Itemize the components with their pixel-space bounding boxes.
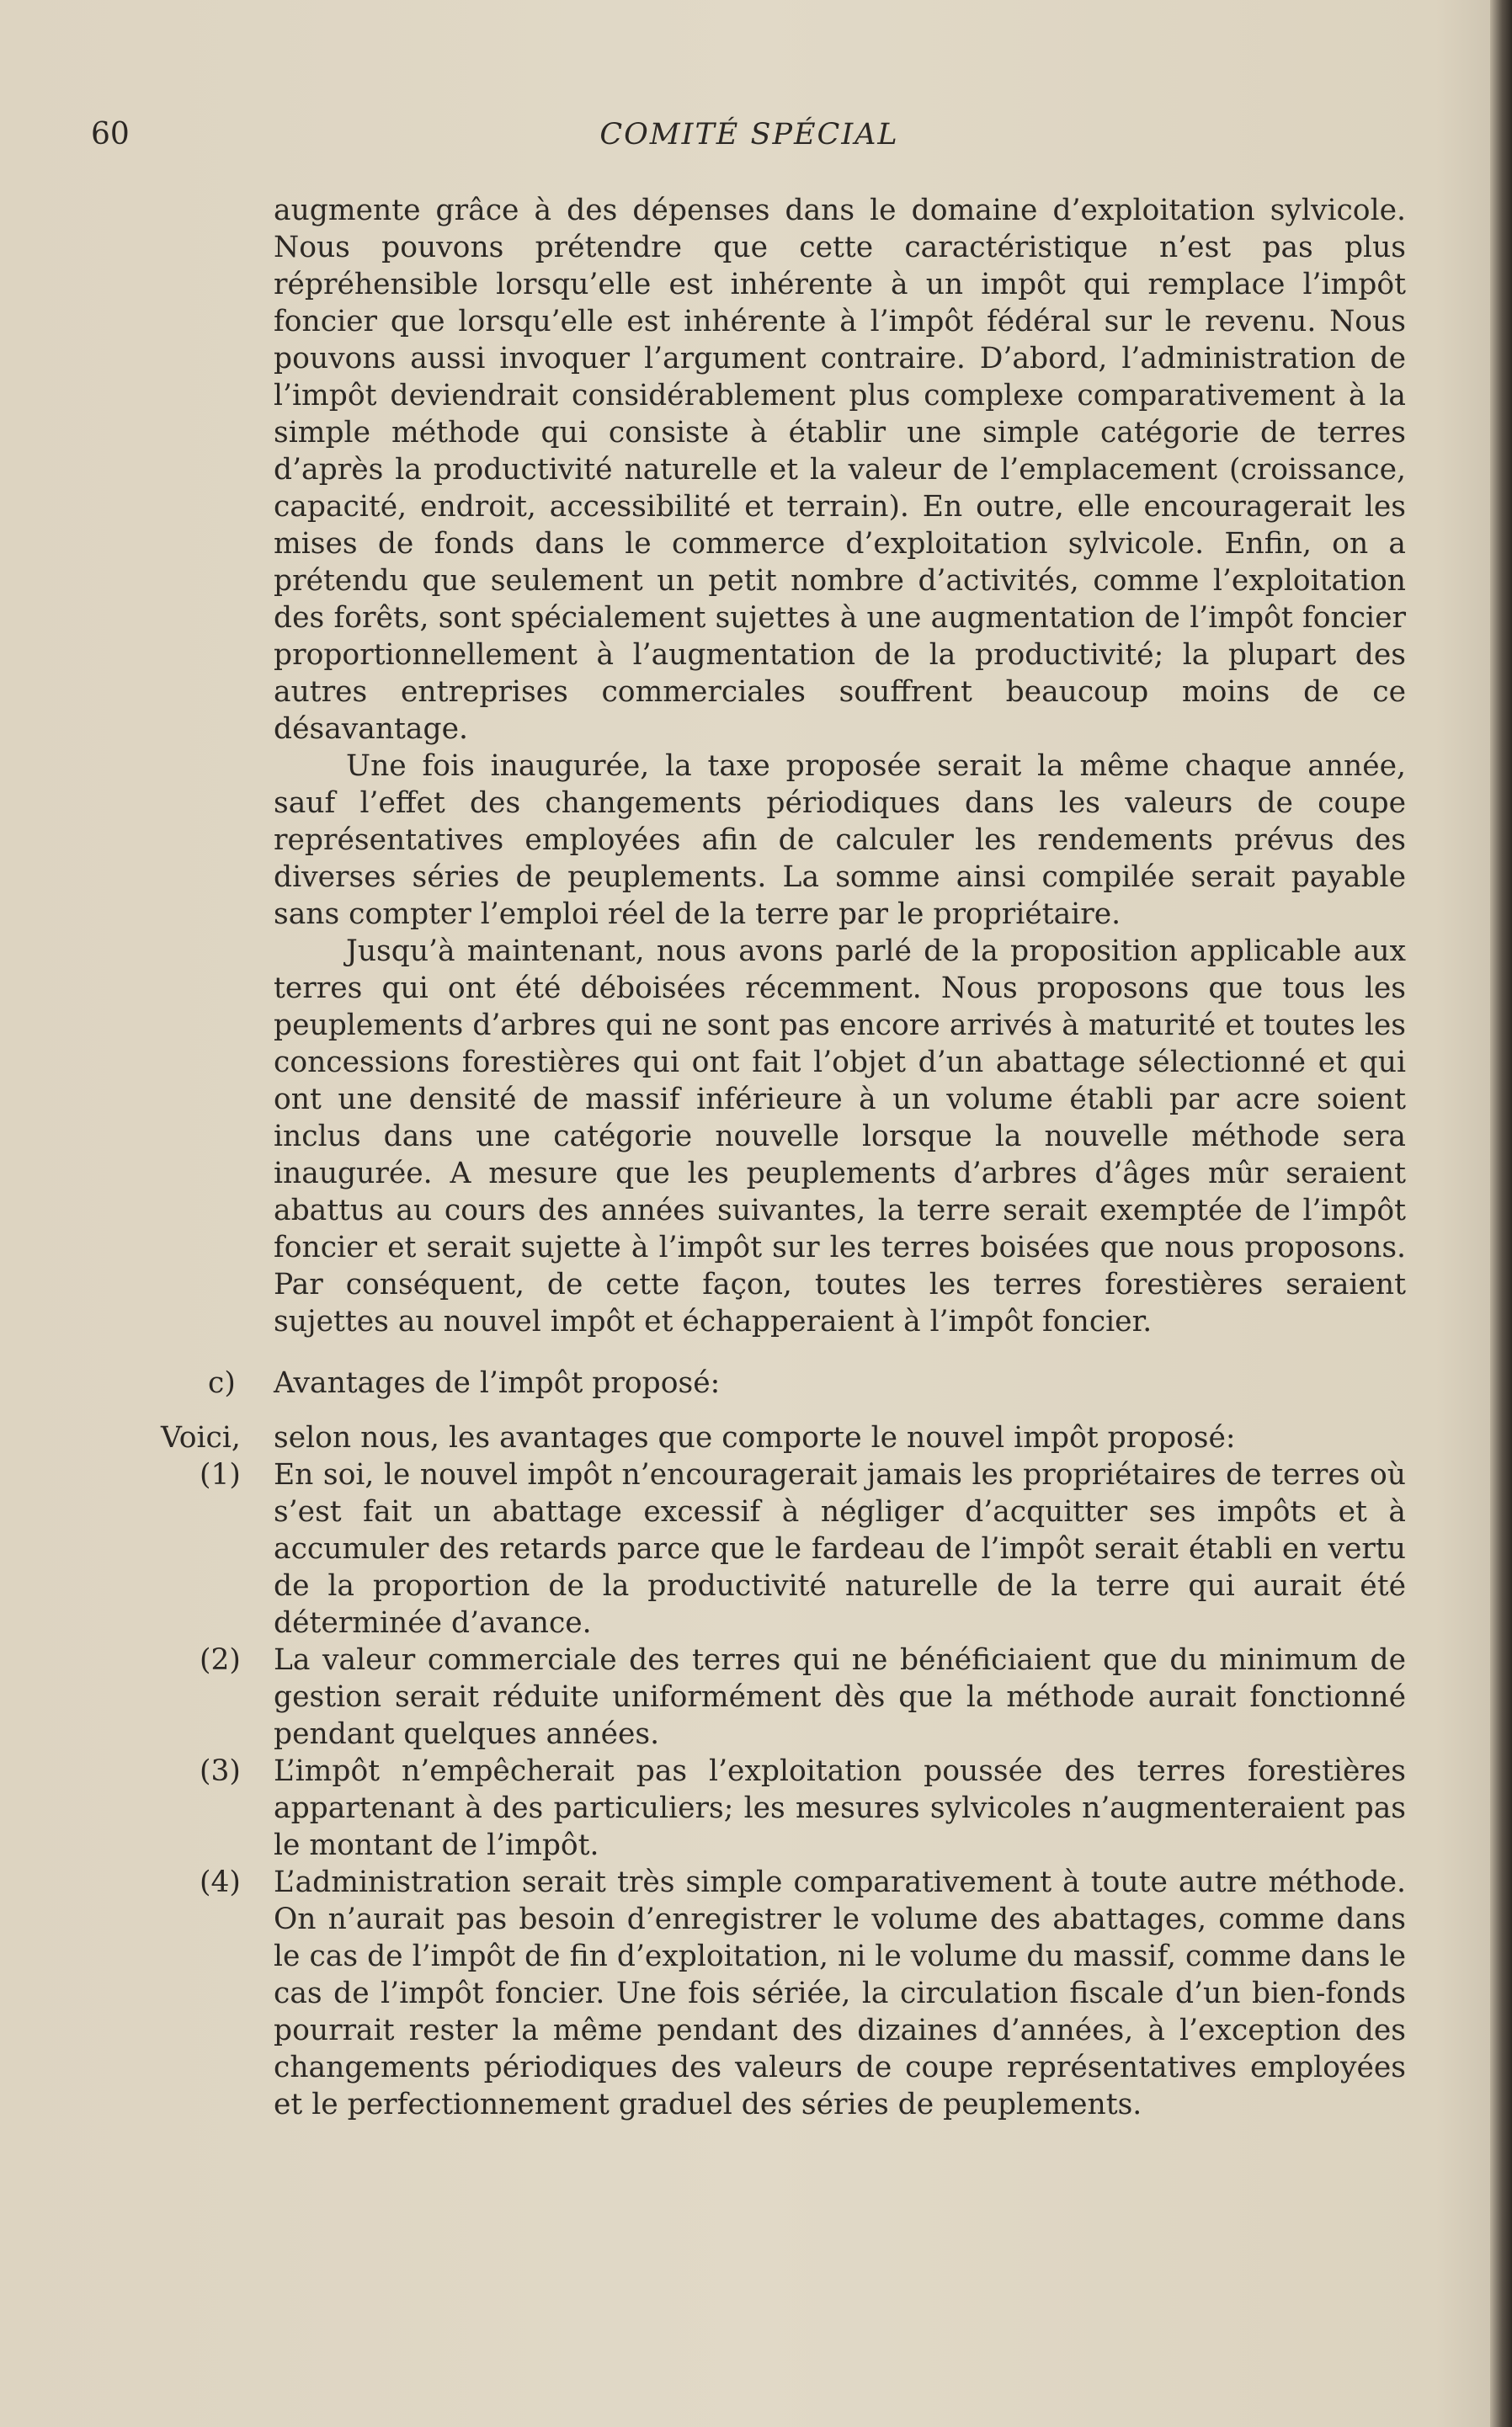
paragraph: Une fois inaugurée, la taxe proposée serait la même chaque année, sauf l’effet des changements périodiques dans les valeurs de coupe représentatives employées afin de calculer les rendements prévus des diverses séries de peuplements. La somme ainsi compilée serait payable sans compter l’emploi réel de la terre par le propriétaire. <box>274 749 1406 931</box>
list-item-number: (1) <box>200 1458 241 1492</box>
page-edge-shadow <box>1490 0 1512 2427</box>
list-item-number: (3) <box>200 1754 241 1788</box>
section-label: c) <box>208 1366 236 1400</box>
list-intro <box>161 1419 1406 1456</box>
paragraph: Jusqu’à maintenant, nous avons parlé de la proposition applicable aux terres qui ont été déboisées récemment. Nous proposons que tous les peuplements d’arbres qui ne sont pas encore arrivés à maturité et toutes les concessions forestières qui ont fait l’objet d’un abattage sélectionné et qui ont une densité de massif inférieure à un volume établi par acre soient inclus dans une catégorie nouvelle lorsque la nouvelle méthode sera inaugurée. A mesure que les peuplements d’arbres d’âges mûr seraient abattus au cours des années suivantes, la terre serait exemptée de l’impôt foncier et serait sujette à l’impôt sur les terres boisées que nous proposons. Par conséquent, de cette façon, toutes les terres forestières seraient sujettes au nouvel impôt et échapperaient à l’impôt foncier. <box>274 934 1406 1339</box>
paragraph-continued: augmente grâce à des dépenses dans le domaine d’exploitation sylvicole. Nous pouvons prétendre que cette caractéristique n’est pas plus répréhensible lorsqu’elle est inhérente à un impôt qui remplace l’impôt foncier que lorsqu’elle est inhérente à l’impôt fédéral sur le revenu. Nous pouvons aussi invoquer l’argument contraire. D’abord, l’administration de l’impôt deviendrait considérablement plus complexe comparativement à la simple méthode qui consiste à établir une simple catégorie de terres d’après la productivité naturelle et la valeur de l’emplacement (croissance, capacité, endroit, accessibilité et terrain). En outre, elle encouragerait les mises de fonds dans le commerce d’exploitation sylvicole. Enfin, on a prétendu que seulement un petit nombre d’activités, comme l’exploitation des forêts, sont spécialement sujettes à une augmentation de l’impôt foncier proportionnellement à l’augmentation de la productivité; la plupart des autres entreprises commerciales souffrent beaucoup moins de ce désavantage. <box>274 194 1406 746</box>
running-title: COMITÉ SPÉCIAL <box>599 118 899 152</box>
page-number: 60 <box>91 117 130 152</box>
page-header <box>0 114 1499 156</box>
list-item-number: (2) <box>200 1643 241 1677</box>
section-heading <box>208 1362 1406 1404</box>
list-item <box>200 1642 1406 1753</box>
list-item <box>200 1753 1406 1864</box>
list-item-text: L’impôt n’empêcherait pas l’exploitation poussée des terres forestières appartenant à des particuliers; les mesures sylvicoles n’augmenteraient pas le montant de l’impôt. <box>274 1754 1406 1862</box>
list-item-text: La valeur commerciale des terres qui ne bénéficiaient que du minimum de gestion serait réduite uniformément dès que la méthode aurait fonctionné pendant quelques années. <box>274 1643 1406 1751</box>
page-body <box>161 192 1406 2123</box>
list-intro-lead: Voici, <box>161 1421 241 1455</box>
list-item <box>200 1456 1406 1642</box>
list-item-text: L’administration serait très simple comparativement à toute autre méthode. On n’aurait pas besoin d’enregistrer le volume des abattages, comme dans le cas de l’impôt de fin d’exploitation, ni le volume du massif, comme dans le cas de l’impôt foncier. Une fois sériée, la circulation fiscale d’un bien-fonds pourrait rester la même pendant des dizaines d’années, à l’exception des changements périodiques des valeurs de coupe représentatives employées et le perfectionnement graduel des séries de peuplements. <box>274 1865 1406 2121</box>
list-item-number: (4) <box>200 1865 241 1899</box>
list-intro-text: selon nous, les avantages que comporte le nouvel impôt proposé: <box>274 1421 1236 1455</box>
list-item <box>200 1864 1406 2123</box>
list-item-text: En soi, le nouvel impôt n’encouragerait jamais les propriétaires de terres où s’est fait un abattage excessif à négliger d’acquitter ses impôts et à accumuler des retards parce que le fardeau de l’impôt serait établi en vertu de la proportion de la productivité naturelle de la terre qui aurait été déterminée d’avance. <box>274 1458 1406 1640</box>
section-title: Avantages de l’impôt proposé: <box>274 1366 721 1400</box>
